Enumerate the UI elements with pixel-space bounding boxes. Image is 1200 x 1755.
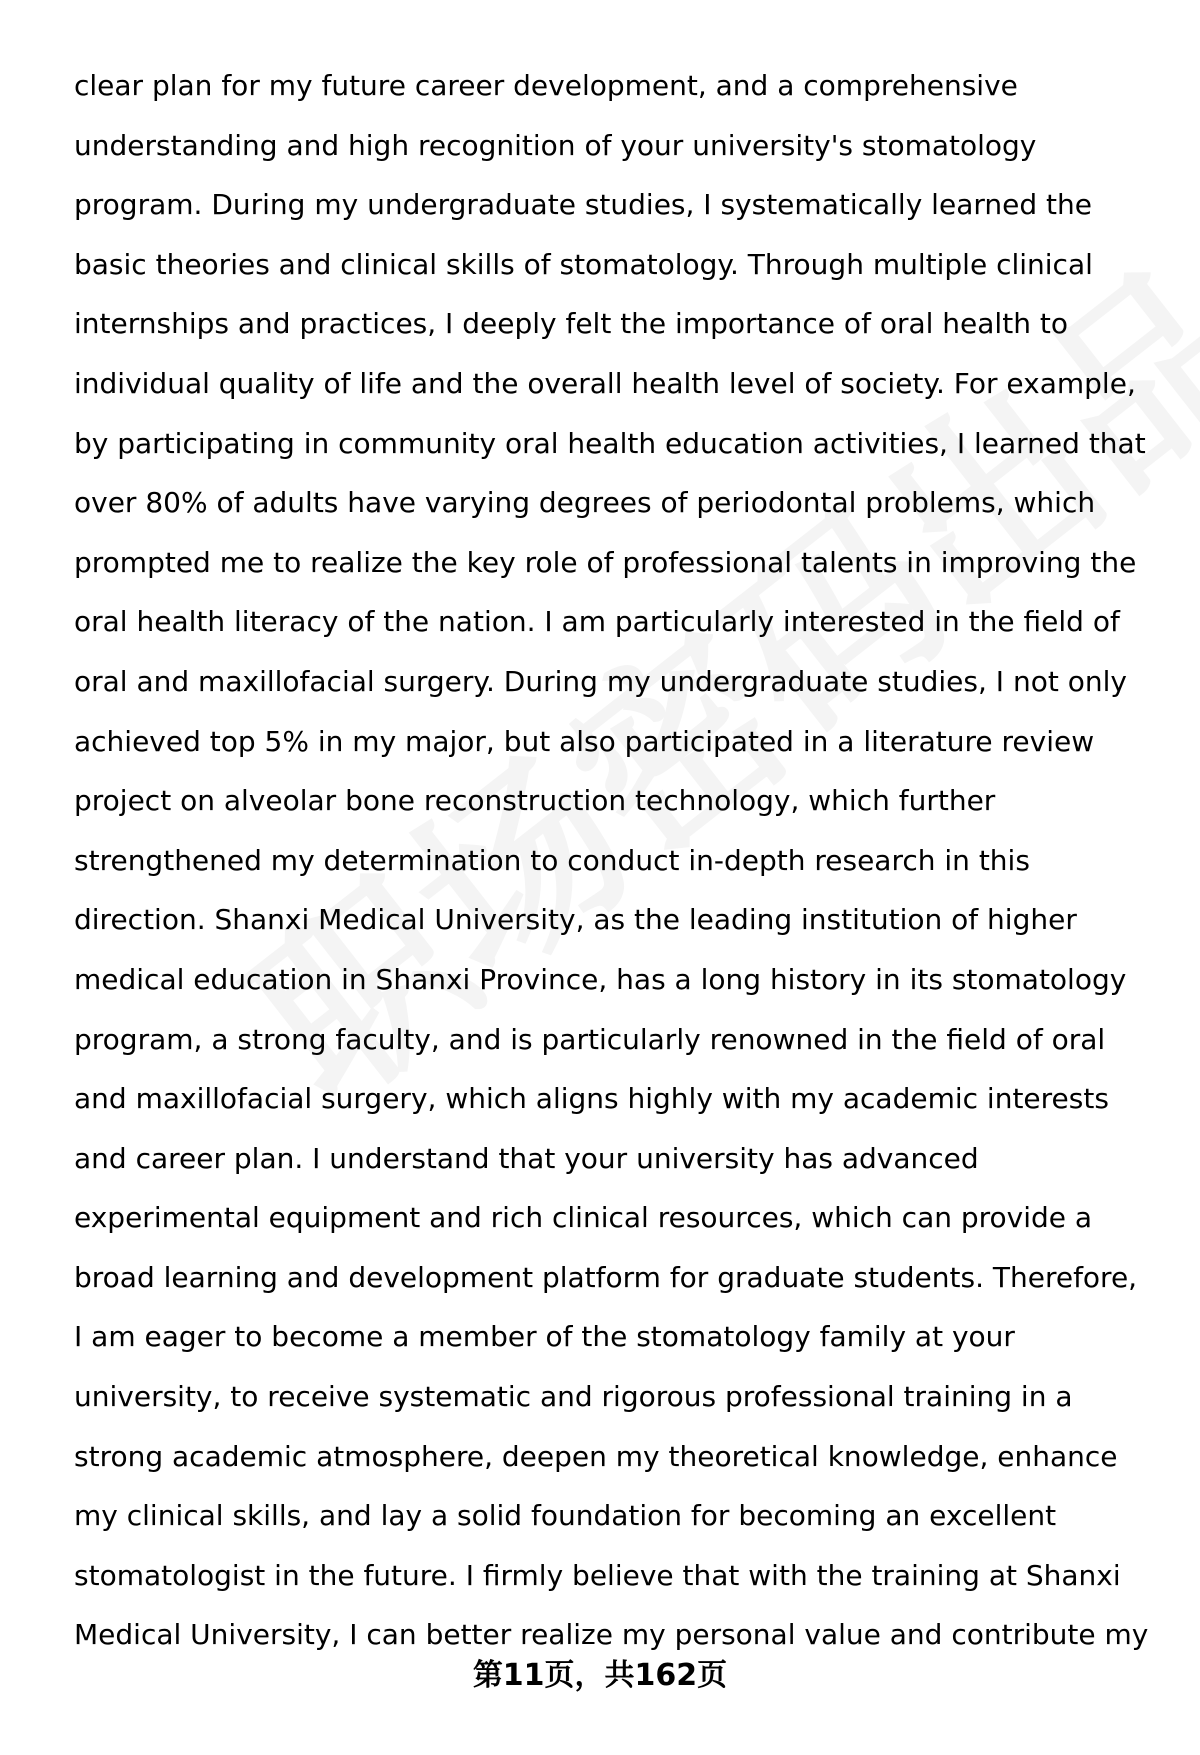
body-line: strengthened my determination to conduct in-depth research in this [74,843,1030,877]
body-line: I am eager to become a member of the stomatology family at your [74,1320,1015,1354]
body-line: and maxillofacial surgery, which aligns highly with my academic interests [74,1082,1109,1116]
page-number: 第11页，共162页 [472,1658,728,1693]
body-line: and career plan. I understand that your university has advanced [74,1141,979,1175]
body-line: stomatologist in the future. I firmly believe that with the training at Shanxi [74,1558,1121,1592]
body-line: my clinical skills, and lay a solid foundation for becoming an excellent [74,1499,1057,1533]
body-line: medical education in Shanxi Province, has a long history in its stomatology [74,962,1127,996]
body-line: individual quality of life and the overall health level of society. For example, [74,366,1136,400]
body-line: basic theories and clinical skills of stomatology. Through multiple clinical [74,247,1093,281]
body-line: over 80% of adults have varying degrees of periodontal problems, which [74,486,1096,520]
body-line: direction. Shanxi Medical University, as the leading institution of higher [74,903,1077,937]
body-line: program, a strong faculty, and is particularly renowned in the field of oral [74,1022,1106,1056]
body-line: oral health literacy of the nation. I am particularly interested in the field of [74,605,1120,639]
body-line: understanding and high recognition of your university's stomatology [74,128,1037,162]
body-line: Medical University, I can better realize my personal value and contribute my [74,1618,1149,1652]
body-line: by participating in community oral health education activities, I learned that [74,426,1146,460]
document-body [74,56,1174,1665]
body-line: achieved top 5% in my major, but also participated in a literature review [74,724,1095,758]
body-line: oral and maxillofacial surgery. During my undergraduate studies, I not only [74,664,1127,698]
body-line: experimental equipment and rich clinical resources, which can provide a [74,1201,1093,1235]
body-line: project on alveolar bone reconstruction technology, which further [74,784,996,818]
body-line: university, to receive systematic and rigorous professional training in a [74,1380,1073,1414]
body-line: program. During my undergraduate studies, I systematically learned the [74,188,1092,222]
body-line: broad learning and development platform for graduate students. Therefore, [74,1260,1138,1294]
body-line: strong academic atmosphere, deepen my theoretical knowledge, enhance [74,1439,1118,1473]
body-line: prompted me to realize the key role of professional talents in improving the [74,545,1137,579]
body-line: clear plan for my future career development, and a comprehensive [74,69,1018,102]
body-line: internships and practices, I deeply felt the importance of oral health to [74,307,1068,341]
